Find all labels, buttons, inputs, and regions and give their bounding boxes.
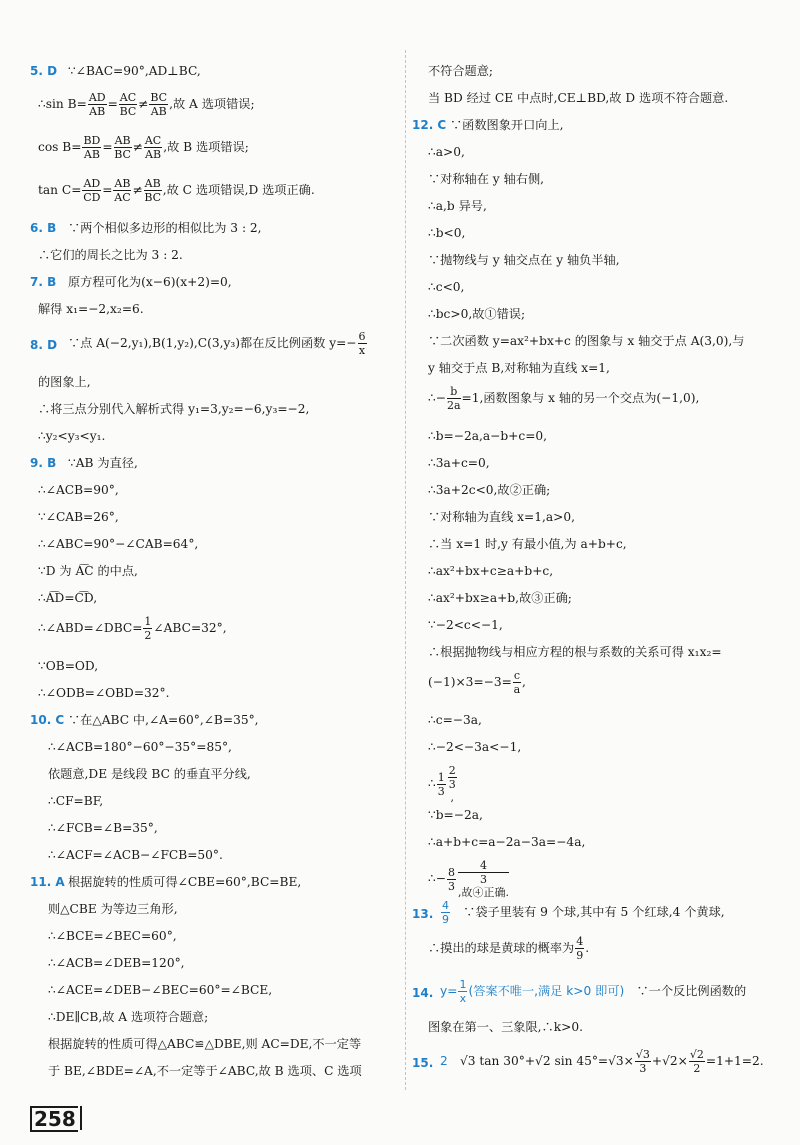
solution-line: ∵b=−2a, bbox=[428, 808, 483, 822]
solution-line: ∴当 x=1 时,y 有最小值,为 a+b+c, bbox=[428, 537, 627, 551]
solution-line: ∴c=−3a, bbox=[428, 713, 482, 727]
solution-line: 则△CBE 为等边三角形, bbox=[48, 902, 178, 916]
solution-line: ∵OB=OD, bbox=[38, 659, 99, 673]
solution-line: ∴ax²+bx+c≥a+b+c, bbox=[428, 564, 554, 578]
solution-line: ∴∠ACE=∠DEB−∠BEC=60°=∠BCE, bbox=[48, 983, 273, 997]
solution-line: ∴bc>0,故①错误; bbox=[428, 307, 526, 321]
solution-first-line: y= $\frac{1}{x}$ (答案不唯一,满足 k>0 即可) ∵一个反比例函数的 bbox=[440, 978, 747, 1005]
problem-number: 12. C bbox=[412, 118, 447, 132]
solution-line: ∵∠CAB=26°, bbox=[38, 510, 119, 524]
solution-line: ∴∠ACB=90°, bbox=[38, 483, 119, 497]
problem-number: 15. bbox=[412, 1056, 434, 1070]
solution-line: ∴∠BCE=∠BEC=60°, bbox=[48, 929, 177, 943]
solution-first-line: 2 √3 tan 30°+√2 sin 45°=√3× $\frac{√3}{3}$ +√2× $\frac{√2}{2}$ =1+1=2. bbox=[440, 1048, 764, 1075]
solution-first-line: ∵∠BAC=90°,AD⊥BC, bbox=[68, 64, 201, 78]
solution-line: ∵−2<c<−1, bbox=[428, 618, 503, 632]
problem-number: 5. D bbox=[30, 64, 58, 78]
solution-line: ∴∠FCB=∠B=35°, bbox=[48, 821, 158, 835]
solution-line: ∴∠ODB=∠OBD=32°. bbox=[38, 686, 170, 700]
problem-number: 8. D bbox=[30, 338, 58, 352]
solution-first-line: ∵AB 为直径, bbox=[68, 456, 138, 470]
solution-line: 根据旋转的性质可得△ABC≌△DBE,则 AC=DE,不一定等 bbox=[48, 1037, 362, 1051]
solution-line: ∴a,b 异号, bbox=[428, 199, 487, 213]
solution-line: ∵二次函数 y=ax²+bx+c 的图象与 x 轴交于点 A(3,0),与 bbox=[428, 334, 745, 348]
solution-line: ∴3a+c=0, bbox=[428, 456, 490, 470]
problem-number: 6. B bbox=[30, 221, 57, 235]
solution-line: 当 BD 经过 CE 中点时,CE⊥BD,故 D 选项不符合题意. bbox=[428, 91, 729, 105]
solution-line: ∴−2<−3a<−1, bbox=[428, 740, 522, 754]
solution-line: ∴∠ACF=∠ACB−∠FCB=50°. bbox=[48, 848, 223, 862]
solution-line: ∵D 为 A͡C 的中点, bbox=[38, 564, 138, 578]
solution-line: ∴DE∥CB,故 A 选项符合题意; bbox=[48, 1010, 209, 1024]
problem-number: 11. A bbox=[30, 875, 65, 889]
solution-line: ∴ax²+bx≥a+b,故③正确; bbox=[428, 591, 572, 605]
solution-first-line: ∵在△ABC 中,∠A=60°,∠B=35°, bbox=[68, 713, 259, 727]
solution-line: cos B= $\frac{BD}{AB}$ = $\frac{AB}{BC}$ ≠ $\frac{AC}{AB}$ ,故 B 选项错误; bbox=[38, 134, 249, 161]
problem-number: 13. bbox=[412, 907, 434, 921]
solution-line: ∴sin B= $\frac{AD}{AB}$ = $\frac{AC}{BC}$ ≠ $\frac{BC}{AB}$ ,故 A 选项错误; bbox=[38, 91, 255, 118]
solution-line: ∴根据抛物线与相应方程的根与系数的关系可得 x₁x₂= bbox=[428, 645, 722, 659]
solution-line: ∴ $\frac{1}{3}$ 2 3 , bbox=[428, 764, 456, 804]
solution-line: ∴3a+2c<0,故②正确; bbox=[428, 483, 551, 497]
page-number: 258 bbox=[30, 1106, 78, 1132]
solution-line: ∵对称轴在 y 轴右侧, bbox=[428, 172, 545, 186]
solution-line: 不符合题意; bbox=[428, 64, 494, 78]
solution-line: ∴A͡D=C͡D, bbox=[38, 591, 98, 605]
solution-first-line: 根据旋转的性质可得∠CBE=60°,BC=BE, bbox=[68, 875, 302, 889]
solution-line: ∴b<0, bbox=[428, 226, 466, 240]
solution-line: ∴将三点分别代入解析式得 y₁=3,y₂=−6,y₃=−2, bbox=[38, 402, 310, 416]
solution-line: ∴∠ACB=∠DEB=120°, bbox=[48, 956, 185, 970]
solution-line: 图象在第一、三象限,∴k>0. bbox=[428, 1020, 583, 1034]
solution-first-line: 原方程可化为(x−6)(x+2)=0, bbox=[68, 275, 232, 289]
solution-line: ∴y₂<y₃<y₁. bbox=[38, 429, 106, 443]
solution-line: ∴a+b+c=a−2a−3a=−4a, bbox=[428, 835, 586, 849]
solution-line: ∵抛物线与 y 轴交点在 y 轴负半轴, bbox=[428, 253, 620, 267]
solution-line: ∴摸出的球是黄球的概率为 $\frac{4}{9}$ . bbox=[428, 935, 590, 962]
solution-line: tan C= $\frac{AD}{CD}$ = $\frac{AB}{AC}$ ≠ $\frac{AB}{BC}$ ,故 C 选项错误,D 选项正确. bbox=[38, 177, 315, 204]
solution-line: (−1)×3=−3= $\frac{c}{a}$ , bbox=[428, 669, 526, 696]
solution-line: ∵对称轴为直线 x=1,a>0, bbox=[428, 510, 576, 524]
solution-line: 的图象上, bbox=[38, 375, 91, 389]
solution-first-line: ∵点 A(−2,y₁),B(1,y₂),C(3,y₃)都在反比例函数 y=− $\frac{6}{x}$ bbox=[68, 330, 366, 357]
solution-line: ∴∠ACB=180°−60°−35°=85°, bbox=[48, 740, 232, 754]
solution-first-line: $\frac{4}{9}$ ∵袋子里装有 9 个球,其中有 5 个红球,4 个黄球, bbox=[442, 899, 725, 926]
solution-line: y 轴交于点 B,对称轴为直线 x=1, bbox=[428, 361, 610, 375]
solution-first-line: ∵两个相似多边形的相似比为 3 : 2, bbox=[68, 221, 262, 235]
solution-line: ∴它们的周长之比为 3 : 2. bbox=[38, 248, 183, 262]
solution-line: 依题意,DE 是线段 BC 的垂直平分线, bbox=[48, 767, 251, 781]
problem-number: 14. bbox=[412, 986, 434, 1000]
solution-line: ∴∠ABC=90°−∠CAB=64°, bbox=[38, 537, 199, 551]
problem-number: 10. C bbox=[30, 713, 65, 727]
problem-number: 7. B bbox=[30, 275, 57, 289]
column-divider bbox=[405, 50, 406, 1090]
solution-line: ∴− $\frac{8}{3}$ 4 3 ,故④正确. bbox=[428, 859, 509, 899]
solution-first-line: ∵函数图象开口向上, bbox=[450, 118, 564, 132]
solution-line: 解得 x₁=−2,x₂=6. bbox=[38, 302, 144, 316]
solution-line: ∴CF=BF, bbox=[48, 794, 104, 808]
problem-number: 9. B bbox=[30, 456, 57, 470]
solution-line: ∴∠ABD=∠DBC= $\frac{1}{2}$ ∠ABC=32°, bbox=[38, 615, 227, 642]
solution-line: ∴c<0, bbox=[428, 280, 465, 294]
solution-line: 于 BE,∠BDE=∠A,不一定等于∠ABC,故 B 选项、C 选项 bbox=[48, 1064, 362, 1078]
solution-line: ∴a>0, bbox=[428, 145, 465, 159]
solution-line: ∴− $\frac{b}{2a}$ =1,函数图象与 x 轴的另一个交点为(−1,0), bbox=[428, 385, 700, 412]
solution-line: ∴b=−2a,a−b+c=0, bbox=[428, 429, 548, 443]
